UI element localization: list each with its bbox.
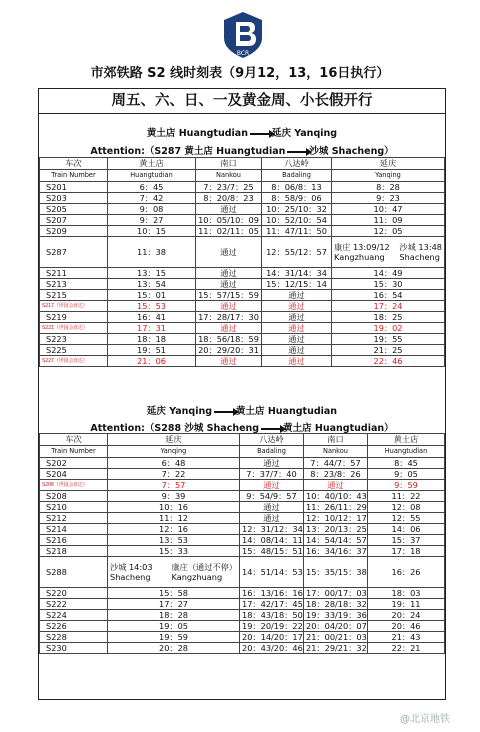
kangzhuang-stop bbox=[334, 242, 390, 262]
time-cell: 16：54 bbox=[332, 290, 445, 301]
time-cell: 通过 bbox=[196, 204, 262, 215]
table-row bbox=[40, 237, 445, 268]
time-cell: 18：18 bbox=[108, 334, 196, 345]
origin-split bbox=[110, 562, 237, 582]
train-number: S214 bbox=[40, 524, 108, 535]
time-cell: 20：46 bbox=[368, 621, 445, 632]
arrow-icon bbox=[261, 428, 281, 430]
time-cell: 8：58/9：06 bbox=[262, 193, 332, 204]
time-cell: 9：59 bbox=[368, 480, 445, 491]
time-cell: 18：25 bbox=[332, 312, 445, 323]
column-header: 车次 bbox=[40, 434, 108, 446]
time-cell: 16：41 bbox=[108, 312, 196, 323]
destination-cell bbox=[332, 237, 445, 268]
train-number: S216 bbox=[40, 535, 108, 546]
time-cell: 11：09 bbox=[332, 215, 445, 226]
table-row bbox=[40, 290, 445, 301]
train-number: S211 bbox=[40, 268, 108, 279]
time-cell: 7：22 bbox=[108, 469, 240, 480]
table-row bbox=[40, 356, 445, 367]
time-cell: 13：54 bbox=[108, 279, 196, 290]
time-cell: 18：56/18：59 bbox=[196, 334, 262, 345]
time-cell: 18：03 bbox=[368, 588, 445, 599]
time-cell: 通过 bbox=[240, 513, 304, 524]
outbound-direction: 黄土店 Huangtudian 延庆 Yanqing bbox=[146, 128, 338, 139]
time-cell: 18：28 bbox=[108, 610, 240, 621]
train-number: S288 bbox=[40, 557, 108, 588]
train-number: S227（世园会直达） bbox=[40, 356, 108, 367]
time-cell: 11：22 bbox=[368, 491, 445, 502]
train-number: S201 bbox=[40, 182, 108, 193]
time-cell: 15：30 bbox=[332, 279, 445, 290]
table-row bbox=[40, 632, 445, 643]
table-row bbox=[40, 312, 445, 323]
column-header: 南口 bbox=[304, 434, 368, 446]
time-cell: 17：24 bbox=[332, 301, 445, 312]
time-cell: 14：54/14：57 bbox=[304, 535, 368, 546]
station-label: 康庄 13:09/12 bbox=[334, 242, 390, 252]
time-cell: 通过 bbox=[196, 268, 262, 279]
time-cell: 9：08 bbox=[108, 204, 196, 215]
time-cell: 19：51 bbox=[108, 345, 196, 356]
table-row bbox=[40, 204, 445, 215]
train-number: S219 bbox=[40, 312, 108, 323]
station-label-en: Kangzhuang bbox=[334, 252, 385, 262]
time-cell: 19：33/19：36 bbox=[304, 610, 368, 621]
train-number: S205 bbox=[40, 204, 108, 215]
time-cell: 11：38 bbox=[108, 237, 196, 268]
header-row bbox=[40, 170, 445, 182]
column-header-en: Badaling bbox=[240, 446, 304, 458]
kangzhuang-stop bbox=[171, 562, 237, 582]
train-number: S218 bbox=[40, 546, 108, 557]
time-cell: 14：49 bbox=[332, 268, 445, 279]
table-row bbox=[40, 193, 445, 204]
time-cell: 通过 bbox=[262, 312, 332, 323]
time-cell: 15：37 bbox=[368, 535, 445, 546]
time-cell: 12：55/12：57 bbox=[262, 237, 332, 268]
time-cell: 22：46 bbox=[332, 356, 445, 367]
time-cell: 10：52/10：54 bbox=[262, 215, 332, 226]
column-header-en: Nankou bbox=[304, 446, 368, 458]
column-header: 延庆 bbox=[108, 434, 240, 446]
time-cell: 8：23/8：26 bbox=[304, 469, 368, 480]
outbound-attention: Attention:（S287 黄土店 Huangtudian 沙城 Shacheng） bbox=[90, 146, 394, 157]
time-cell: 19：59 bbox=[108, 632, 240, 643]
time-cell: 15：01 bbox=[108, 290, 196, 301]
time-cell: 22：21 bbox=[368, 643, 445, 654]
time-cell: 7：57 bbox=[108, 480, 240, 491]
service-days-banner: 周五、六、日、一及黄金周、小长假开行 bbox=[39, 89, 445, 114]
time-cell: 17：28/17：30 bbox=[196, 312, 262, 323]
inbound-attention: Attention:（S288 沙城 Shacheng 黄土店 Huangtudian） bbox=[90, 423, 394, 434]
column-header-en: Nankou bbox=[196, 170, 262, 182]
time-cell: 15：57/15：59 bbox=[196, 290, 262, 301]
table-row bbox=[40, 323, 445, 334]
column-header-en: Yanqing bbox=[108, 446, 240, 458]
time-cell: 7：37/7：40 bbox=[240, 469, 304, 480]
column-header-en: Train Number bbox=[40, 170, 108, 182]
time-cell: 通过 bbox=[262, 345, 332, 356]
table-row bbox=[40, 502, 445, 513]
column-header: 八达岭 bbox=[240, 434, 304, 446]
column-header-en: Huangtudian bbox=[368, 446, 445, 458]
time-cell: 20：14/20：17 bbox=[240, 632, 304, 643]
table-row bbox=[40, 301, 445, 312]
time-cell: 18：43/18：50 bbox=[240, 610, 304, 621]
time-cell: 17：00/17：03 bbox=[304, 588, 368, 599]
time-cell: 通过 bbox=[262, 323, 332, 334]
time-cell: 19：11 bbox=[368, 599, 445, 610]
destination-split bbox=[334, 242, 442, 262]
time-cell: S287 bbox=[40, 237, 108, 268]
column-header: 黄土店 bbox=[368, 434, 445, 446]
arrow-icon bbox=[250, 133, 270, 135]
time-cell: 15：35/15：38 bbox=[304, 557, 368, 588]
time-cell: 17：31 bbox=[108, 323, 196, 334]
time-cell: 18：28/18：32 bbox=[304, 599, 368, 610]
train-number: S220 bbox=[40, 588, 108, 599]
inbound-timetable bbox=[39, 433, 445, 654]
shacheng-stop bbox=[110, 562, 153, 582]
time-cell: 10：40/10：43 bbox=[304, 491, 368, 502]
time-cell: 12：08 bbox=[368, 502, 445, 513]
table-row bbox=[40, 345, 445, 356]
time-cell: 10：15 bbox=[108, 226, 196, 237]
column-header: 南口 bbox=[196, 158, 262, 170]
time-cell: 通过 bbox=[262, 301, 332, 312]
train-number: S208 bbox=[40, 491, 108, 502]
time-cell: 14：31/14：34 bbox=[262, 268, 332, 279]
time-cell: 12：05 bbox=[332, 226, 445, 237]
time-cell: 10：16 bbox=[108, 502, 240, 513]
train-number: S221（世园会直达） bbox=[40, 323, 108, 334]
header-row bbox=[40, 158, 445, 170]
time-cell: 6：45 bbox=[108, 182, 196, 193]
train-number: S226 bbox=[40, 621, 108, 632]
time-cell: 9：05 bbox=[368, 469, 445, 480]
shacheng-stop bbox=[399, 242, 442, 262]
page-title: 市郊铁路 S2 线时刻表（9月12，13，16日执行） bbox=[90, 66, 390, 81]
train-number: S206（世园会直达） bbox=[40, 480, 108, 491]
table-row bbox=[40, 226, 445, 237]
column-header: 车次 bbox=[40, 158, 108, 170]
table-row bbox=[40, 458, 445, 469]
time-cell: 7：44/7：57 bbox=[304, 458, 368, 469]
time-cell: 20：29/20：31 bbox=[196, 345, 262, 356]
time-cell: 21：43 bbox=[368, 632, 445, 643]
time-cell: 9：23 bbox=[332, 193, 445, 204]
train-number: S204 bbox=[40, 469, 108, 480]
time-cell: 15：12/15：14 bbox=[262, 279, 332, 290]
train-number: S228 bbox=[40, 632, 108, 643]
station-label: 沙城 14:03 bbox=[110, 562, 153, 572]
table-row bbox=[40, 334, 445, 345]
time-cell: 8：20/8：23 bbox=[196, 193, 262, 204]
time-cell: 通过 bbox=[240, 480, 304, 491]
header-row bbox=[40, 446, 445, 458]
time-cell: 14：06 bbox=[368, 524, 445, 535]
table-row bbox=[40, 279, 445, 290]
time-cell: 7：42 bbox=[108, 193, 196, 204]
time-cell: 13：53 bbox=[108, 535, 240, 546]
time-cell: 13：20/13：25 bbox=[304, 524, 368, 535]
train-number: S213 bbox=[40, 279, 108, 290]
station-label-en: Kangzhuang bbox=[171, 572, 223, 582]
station-label-en: Shacheng bbox=[110, 572, 151, 582]
time-cell: 20：43/20：46 bbox=[240, 643, 304, 654]
time-cell: 20：28 bbox=[108, 643, 240, 654]
arrow-icon bbox=[287, 151, 307, 153]
time-cell: 12：55 bbox=[368, 513, 445, 524]
time-cell: 12：31/12：34 bbox=[240, 524, 304, 535]
weibo-watermark: @北京地铁 bbox=[400, 714, 450, 725]
time-cell: 通过 bbox=[262, 334, 332, 345]
time-cell: 9：27 bbox=[108, 215, 196, 226]
train-number: S203 bbox=[40, 193, 108, 204]
outbound-timetable bbox=[39, 157, 445, 367]
time-cell: 通过 bbox=[304, 480, 368, 491]
time-cell: 通过 bbox=[240, 502, 304, 513]
time-cell: 15：48/15：51 bbox=[240, 546, 304, 557]
train-number: S230 bbox=[40, 643, 108, 654]
column-header: 延庆 bbox=[332, 158, 445, 170]
time-cell: 通过 bbox=[196, 301, 262, 312]
time-cell: 15：53 bbox=[108, 301, 196, 312]
train-number: S207 bbox=[40, 215, 108, 226]
column-header-en: Badaling bbox=[262, 170, 332, 182]
time-cell: 通过 bbox=[196, 356, 262, 367]
station-label: 康庄（通过不停） bbox=[171, 562, 237, 572]
time-cell: 17：42/17：45 bbox=[240, 599, 304, 610]
bcr-logo bbox=[218, 10, 268, 60]
time-cell: 8：06/8：13 bbox=[262, 182, 332, 193]
time-cell: 16：13/16：16 bbox=[240, 588, 304, 599]
train-number: S225 bbox=[40, 345, 108, 356]
time-cell: 14：08/14：11 bbox=[240, 535, 304, 546]
train-number: S223 bbox=[40, 334, 108, 345]
time-cell: 16：26 bbox=[368, 557, 445, 588]
train-number: S217（世园会直达） bbox=[40, 301, 108, 312]
time-cell: 20：04/20：07 bbox=[304, 621, 368, 632]
train-number: S215 bbox=[40, 290, 108, 301]
time-cell: 19：20/19：22 bbox=[240, 621, 304, 632]
column-header-en: Huangtudian bbox=[108, 170, 196, 182]
station-label: 沙城 13:48 bbox=[399, 242, 442, 252]
table-row bbox=[40, 469, 445, 480]
time-cell: 21：06 bbox=[108, 356, 196, 367]
time-cell: 9：54/9：57 bbox=[240, 491, 304, 502]
table-row bbox=[40, 557, 445, 588]
time-cell: 12：10/12：17 bbox=[304, 513, 368, 524]
table-row bbox=[40, 524, 445, 535]
header-row bbox=[40, 434, 445, 446]
table-row bbox=[40, 610, 445, 621]
table-row bbox=[40, 182, 445, 193]
time-cell: 通过 bbox=[196, 237, 262, 268]
origin-cell bbox=[108, 557, 240, 588]
time-cell: 17：18 bbox=[368, 546, 445, 557]
time-cell: 15：58 bbox=[108, 588, 240, 599]
table-row bbox=[40, 546, 445, 557]
time-cell: 9：39 bbox=[108, 491, 240, 502]
train-number: S222 bbox=[40, 599, 108, 610]
train-number: S202 bbox=[40, 458, 108, 469]
time-cell: 10：05/10：09 bbox=[196, 215, 262, 226]
column-header: 八达岭 bbox=[262, 158, 332, 170]
train-number: S224 bbox=[40, 610, 108, 621]
time-cell: 6：48 bbox=[108, 458, 240, 469]
time-cell: 13：15 bbox=[108, 268, 196, 279]
table-row bbox=[40, 215, 445, 226]
time-cell: 8：28 bbox=[332, 182, 445, 193]
table-row bbox=[40, 621, 445, 632]
inbound-direction: 延庆 Yanqing 黄土店 Huangtudian bbox=[146, 406, 338, 417]
time-cell: 10：25/10：32 bbox=[262, 204, 332, 215]
time-cell: 8：45 bbox=[368, 458, 445, 469]
svg-text:BCR: BCR bbox=[236, 50, 250, 57]
arrow-icon bbox=[214, 411, 234, 413]
time-cell: 14：51/14：53 bbox=[240, 557, 304, 588]
table-row bbox=[40, 599, 445, 610]
time-cell: 通过 bbox=[196, 323, 262, 334]
table-row bbox=[40, 480, 445, 491]
time-cell: 15：33 bbox=[108, 546, 240, 557]
train-number: S212 bbox=[40, 513, 108, 524]
column-header-en: Yanqing bbox=[332, 170, 445, 182]
time-cell: 通过 bbox=[240, 458, 304, 469]
time-cell: 通过 bbox=[262, 356, 332, 367]
time-cell: 11：12 bbox=[108, 513, 240, 524]
time-cell: 11：47/11：50 bbox=[262, 226, 332, 237]
time-cell: 19：55 bbox=[332, 334, 445, 345]
time-cell: 通过 bbox=[262, 290, 332, 301]
table-row bbox=[40, 535, 445, 546]
column-header: 黄土店 bbox=[108, 158, 196, 170]
time-cell: 21：00/21：03 bbox=[304, 632, 368, 643]
station-label-en: Shacheng bbox=[399, 252, 440, 262]
time-cell: 7：23/7：25 bbox=[196, 182, 262, 193]
table-row bbox=[40, 513, 445, 524]
time-cell: 19：05 bbox=[108, 621, 240, 632]
time-cell: 21：25 bbox=[332, 345, 445, 356]
table-row bbox=[40, 643, 445, 654]
time-cell: 16：34/16：37 bbox=[304, 546, 368, 557]
train-number: S210 bbox=[40, 502, 108, 513]
time-cell: 通过 bbox=[196, 279, 262, 290]
time-cell: 11：02/11：05 bbox=[196, 226, 262, 237]
time-cell: 11：26/11：29 bbox=[304, 502, 368, 513]
time-cell: 21：29/21：32 bbox=[304, 643, 368, 654]
time-cell: 19：02 bbox=[332, 323, 445, 334]
time-cell: 10：47 bbox=[332, 204, 445, 215]
time-cell: 20：24 bbox=[368, 610, 445, 621]
table-row bbox=[40, 491, 445, 502]
table-row bbox=[40, 588, 445, 599]
timetable-sheet bbox=[38, 88, 446, 700]
table-row bbox=[40, 268, 445, 279]
train-number: S209 bbox=[40, 226, 108, 237]
time-cell: 12：16 bbox=[108, 524, 240, 535]
column-header-en: Train Number bbox=[40, 446, 108, 458]
time-cell: 17：27 bbox=[108, 599, 240, 610]
